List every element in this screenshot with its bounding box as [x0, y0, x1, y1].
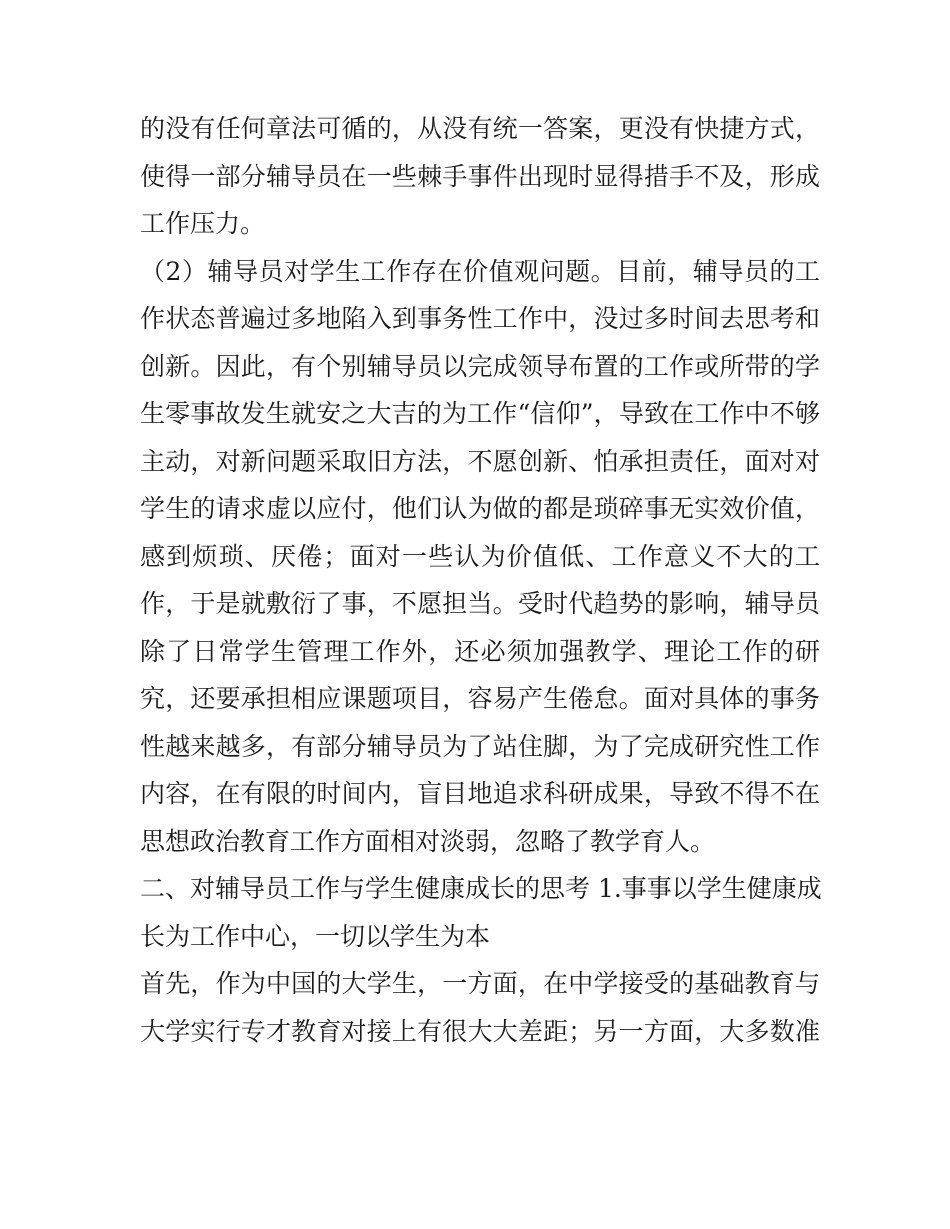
text-line: 学生的请求虚以应付，他们认为做的都是琐碎事无实效价值， — [140, 494, 820, 523]
text-line: 生零事故发生就安之大吉的为工作“信仰”，导致在工作中不够 — [140, 399, 820, 428]
text-line: 大学实行专才教育对接上有很大大差距；另一方面，大多数准 — [140, 1016, 820, 1046]
text-line: 性越来越多，有部分辅导员为了站住脚，为了完成研究性工作 — [140, 731, 820, 761]
text-line: 思想政治教育工作方面相对淡弱，忽略了教学育人。 — [140, 826, 716, 856]
text-line: 除了日常学生管理工作外，还必须加强教学、理论工作的研 — [140, 636, 820, 666]
section-heading-line: 二、对辅导员工作与学生健康成长的思考 1.事事以学生健康成 — [140, 874, 822, 903]
text-line: 使得一部分辅导员在一些棘手事件出现时显得措手不及，形成 — [140, 161, 820, 191]
text-line: 主动，对新问题采取旧方法，不愿创新、怕承担责任，面对对 — [140, 446, 820, 476]
section-heading-line: 长为工作中心，一切以学生为本 — [140, 921, 491, 951]
text-line: 作状态普遍过多地陷入到事务性工作中，没过多时间去思考和 — [140, 304, 820, 333]
text-line: 的没有任何章法可循的，从没有统一答案，更没有快捷方式， — [140, 114, 820, 143]
text-line: （2）辅导员对学生工作存在价值观问题。目前，辅导员的工 — [140, 256, 820, 286]
text-line: 工作压力。 — [140, 209, 266, 238]
text-line: 内容，在有限的时间内，盲目地追求科研成果，导致不得不在 — [140, 779, 820, 808]
text-line: 感到烦琐、厌倦；面对一些认为价值低、工作意义不大的工 — [140, 541, 820, 571]
body-text — [140, 105, 820, 1055]
text-line: 究，还要承担相应课题项目，容易产生倦怠。面对具体的事务 — [140, 684, 820, 713]
text-line: 作，于是就敷衍了事，不愿担当。受时代趋势的影响，辅导员 — [140, 589, 820, 618]
text-line: 首先，作为中国的大学生，一方面，在中学接受的基础教育与 — [140, 969, 820, 998]
text-line: 创新。因此，有个别辅导员以完成领导布置的工作或所带的学 — [140, 351, 820, 381]
